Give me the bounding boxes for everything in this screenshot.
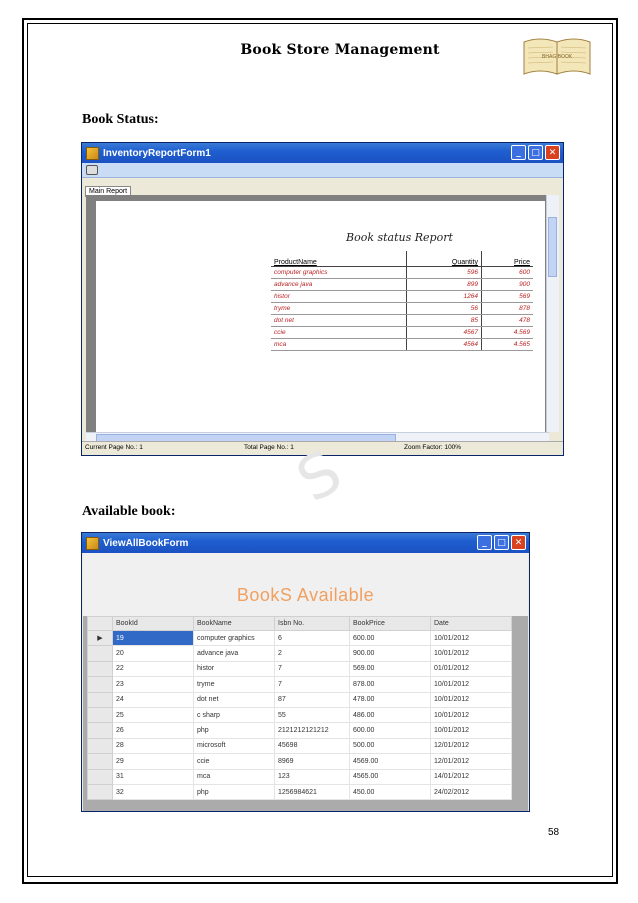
inventory-window-title: InventoryReportForm1 [103, 147, 211, 159]
table-cell[interactable]: 01/01/2012 [431, 661, 512, 676]
column-header[interactable]: BookId [113, 617, 194, 631]
tab-main-report[interactable]: Main Report [85, 186, 131, 197]
table-cell[interactable]: ccie [194, 754, 275, 769]
table-row[interactable] [88, 677, 512, 692]
table-cell[interactable]: c sharp [194, 707, 275, 722]
inventory-window-titlebar[interactable] [82, 143, 563, 163]
table-cell: tryme [271, 303, 407, 315]
table-cell[interactable]: 10/01/2012 [431, 692, 512, 707]
report-toolbar [82, 163, 563, 178]
books-window-titlebar[interactable] [82, 533, 529, 553]
maximize-button[interactable]: □ [528, 145, 543, 160]
table-cell: computer graphics [271, 267, 407, 279]
table-cell[interactable]: 6 [275, 631, 350, 646]
row-header[interactable] [88, 707, 113, 722]
table-cell[interactable]: 22 [113, 661, 194, 676]
book-status-table [271, 251, 533, 351]
zoom-status: Zoom Factor: 100% [404, 444, 462, 451]
table-cell[interactable]: 4565.00 [350, 769, 431, 784]
table-cell[interactable]: 20 [113, 646, 194, 661]
close-button[interactable]: ✕ [545, 145, 560, 160]
table-cell[interactable]: 1256984621 [275, 784, 350, 799]
table-cell[interactable]: 24/02/2012 [431, 784, 512, 799]
table-row[interactable] [88, 723, 512, 738]
table-cell[interactable]: 478.00 [350, 692, 431, 707]
view-all-book-window [81, 532, 530, 812]
table-cell[interactable]: 24 [113, 692, 194, 707]
table-cell[interactable]: 123 [275, 769, 350, 784]
table-cell[interactable]: 25 [113, 707, 194, 722]
row-header[interactable] [88, 692, 113, 707]
table-cell: 596 [407, 267, 482, 279]
books-grid-container [83, 616, 528, 811]
row-header-corner [88, 617, 113, 631]
table-cell: 4.569 [481, 327, 533, 339]
table-row[interactable] [88, 754, 512, 769]
table-cell: 4567 [407, 327, 482, 339]
table-cell[interactable]: 600.00 [350, 723, 431, 738]
table-row[interactable] [88, 784, 512, 799]
report-title: Book status Report [346, 231, 453, 244]
column-header[interactable]: Date [431, 617, 512, 631]
table-cell: 56 [407, 303, 482, 315]
row-header[interactable] [88, 723, 113, 738]
table-cell: histor [271, 291, 407, 303]
table-cell: 569 [481, 291, 533, 303]
table-cell: 600 [481, 267, 533, 279]
table-cell[interactable]: 55 [275, 707, 350, 722]
table-row[interactable] [88, 692, 512, 707]
report-tabstrip [82, 178, 563, 194]
row-header[interactable] [88, 754, 113, 769]
books-window-title: ViewAllBookForm [103, 537, 189, 549]
table-cell[interactable]: 10/01/2012 [431, 707, 512, 722]
table-row [271, 267, 533, 279]
table-cell[interactable]: tryme [194, 677, 275, 692]
table-cell[interactable]: 7 [275, 661, 350, 676]
banner-heading: BookS Available [236, 585, 375, 605]
table-cell: 899 [407, 279, 482, 291]
available-book-label: Available book: [82, 504, 176, 519]
row-header[interactable] [88, 769, 113, 784]
table-row [271, 315, 533, 327]
print-icon[interactable] [86, 165, 98, 175]
table-cell: mca [271, 339, 407, 351]
table-cell[interactable]: 10/01/2012 [431, 677, 512, 692]
row-header[interactable] [88, 677, 113, 692]
column-header[interactable]: Isbn No. [275, 617, 350, 631]
table-cell[interactable]: 31 [113, 769, 194, 784]
column-header[interactable]: BookPrice [350, 617, 431, 631]
table-cell[interactable]: 19 [113, 631, 194, 646]
table-cell: 85 [407, 315, 482, 327]
table-row[interactable] [88, 769, 512, 784]
total-page-status: Total Page No.: 1 [244, 444, 294, 451]
table-row [271, 291, 533, 303]
table-cell[interactable]: 450.00 [350, 784, 431, 799]
column-header: Quantity [407, 251, 482, 267]
table-cell[interactable]: 2121212121212 [275, 723, 350, 738]
row-header[interactable] [88, 784, 113, 799]
app-window-icon [86, 537, 99, 550]
table-cell[interactable]: 900.00 [350, 646, 431, 661]
table-cell[interactable]: 32 [113, 784, 194, 799]
table-cell[interactable]: 87 [275, 692, 350, 707]
report-page [96, 201, 545, 432]
table-cell[interactable]: 878.00 [350, 677, 431, 692]
table-cell[interactable]: 8969 [275, 754, 350, 769]
table-row[interactable] [88, 738, 512, 753]
table-cell: dot net [271, 315, 407, 327]
table-cell[interactable]: dot net [194, 692, 275, 707]
row-header[interactable] [88, 646, 113, 661]
report-viewer [86, 195, 549, 432]
table-cell[interactable]: 600.00 [350, 631, 431, 646]
row-header[interactable] [88, 661, 113, 676]
table-cell[interactable]: mca [194, 769, 275, 784]
table-cell[interactable]: 569.00 [350, 661, 431, 676]
table-cell[interactable]: 14/01/2012 [431, 769, 512, 784]
table-cell[interactable]: 500.00 [350, 738, 431, 753]
column-header: ProductName [271, 251, 407, 267]
table-cell: 4564 [407, 339, 482, 351]
table-cell[interactable]: 12/01/2012 [431, 754, 512, 769]
table-row[interactable] [88, 661, 512, 676]
table-cell[interactable]: 4569.00 [350, 754, 431, 769]
table-cell[interactable]: 10/01/2012 [431, 723, 512, 738]
table-cell[interactable]: 486.00 [350, 707, 431, 722]
table-cell[interactable]: php [194, 784, 275, 799]
table-cell[interactable]: advance java [194, 646, 275, 661]
table-cell[interactable]: computer graphics [194, 631, 275, 646]
watermark: S [285, 433, 359, 517]
column-header[interactable]: BookName [194, 617, 275, 631]
table-row [271, 327, 533, 339]
table-cell: 900 [481, 279, 533, 291]
table-cell[interactable]: php [194, 723, 275, 738]
table-cell: 1264 [407, 291, 482, 303]
table-cell: 878 [481, 303, 533, 315]
book-status-label: Book Status: [82, 112, 159, 127]
scrollbar-thumb[interactable] [548, 217, 557, 277]
table-cell[interactable]: 2 [275, 646, 350, 661]
table-row[interactable] [88, 707, 512, 722]
table-cell[interactable]: 10/01/2012 [431, 646, 512, 661]
books-datagrid[interactable] [87, 616, 512, 800]
table-row [271, 339, 533, 351]
current-page-status: Current Page No.: 1 [85, 444, 143, 451]
column-header: Price [481, 251, 533, 267]
table-row [271, 303, 533, 315]
table-cell[interactable]: 23 [113, 677, 194, 692]
table-cell[interactable]: 28 [113, 738, 194, 753]
inventory-report-window [81, 142, 564, 456]
minimize-button[interactable]: _ [511, 145, 526, 160]
table-row[interactable] [88, 646, 512, 661]
table-cell[interactable]: 29 [113, 754, 194, 769]
page-number: 58 [548, 827, 560, 838]
table-cell[interactable]: 10/01/2012 [431, 631, 512, 646]
table-cell[interactable]: microsoft [194, 738, 275, 753]
table-cell[interactable]: histor [194, 661, 275, 676]
table-cell[interactable]: 26 [113, 723, 194, 738]
maximize-button[interactable]: □ [494, 535, 509, 550]
current-row-indicator-icon: ▶ [88, 631, 113, 646]
table-row [271, 279, 533, 291]
table-cell[interactable]: 45698 [275, 738, 350, 753]
table-row[interactable] [88, 631, 512, 646]
table-cell: ccie [271, 327, 407, 339]
table-cell[interactable]: 7 [275, 677, 350, 692]
row-header[interactable] [88, 738, 113, 753]
logo-text: BHAGIBOOK [541, 54, 573, 60]
open-book-logo-icon [520, 34, 594, 78]
document-header-title: Book Store Management [240, 42, 440, 58]
table-cell: advance java [271, 279, 407, 291]
app-window-icon [86, 147, 99, 160]
vertical-scrollbar[interactable] [546, 195, 559, 432]
table-cell: 478 [481, 315, 533, 327]
close-button[interactable]: ✕ [511, 535, 526, 550]
table-cell: 4.565 [481, 339, 533, 351]
table-cell[interactable]: 12/01/2012 [431, 738, 512, 753]
minimize-button[interactable]: _ [477, 535, 492, 550]
